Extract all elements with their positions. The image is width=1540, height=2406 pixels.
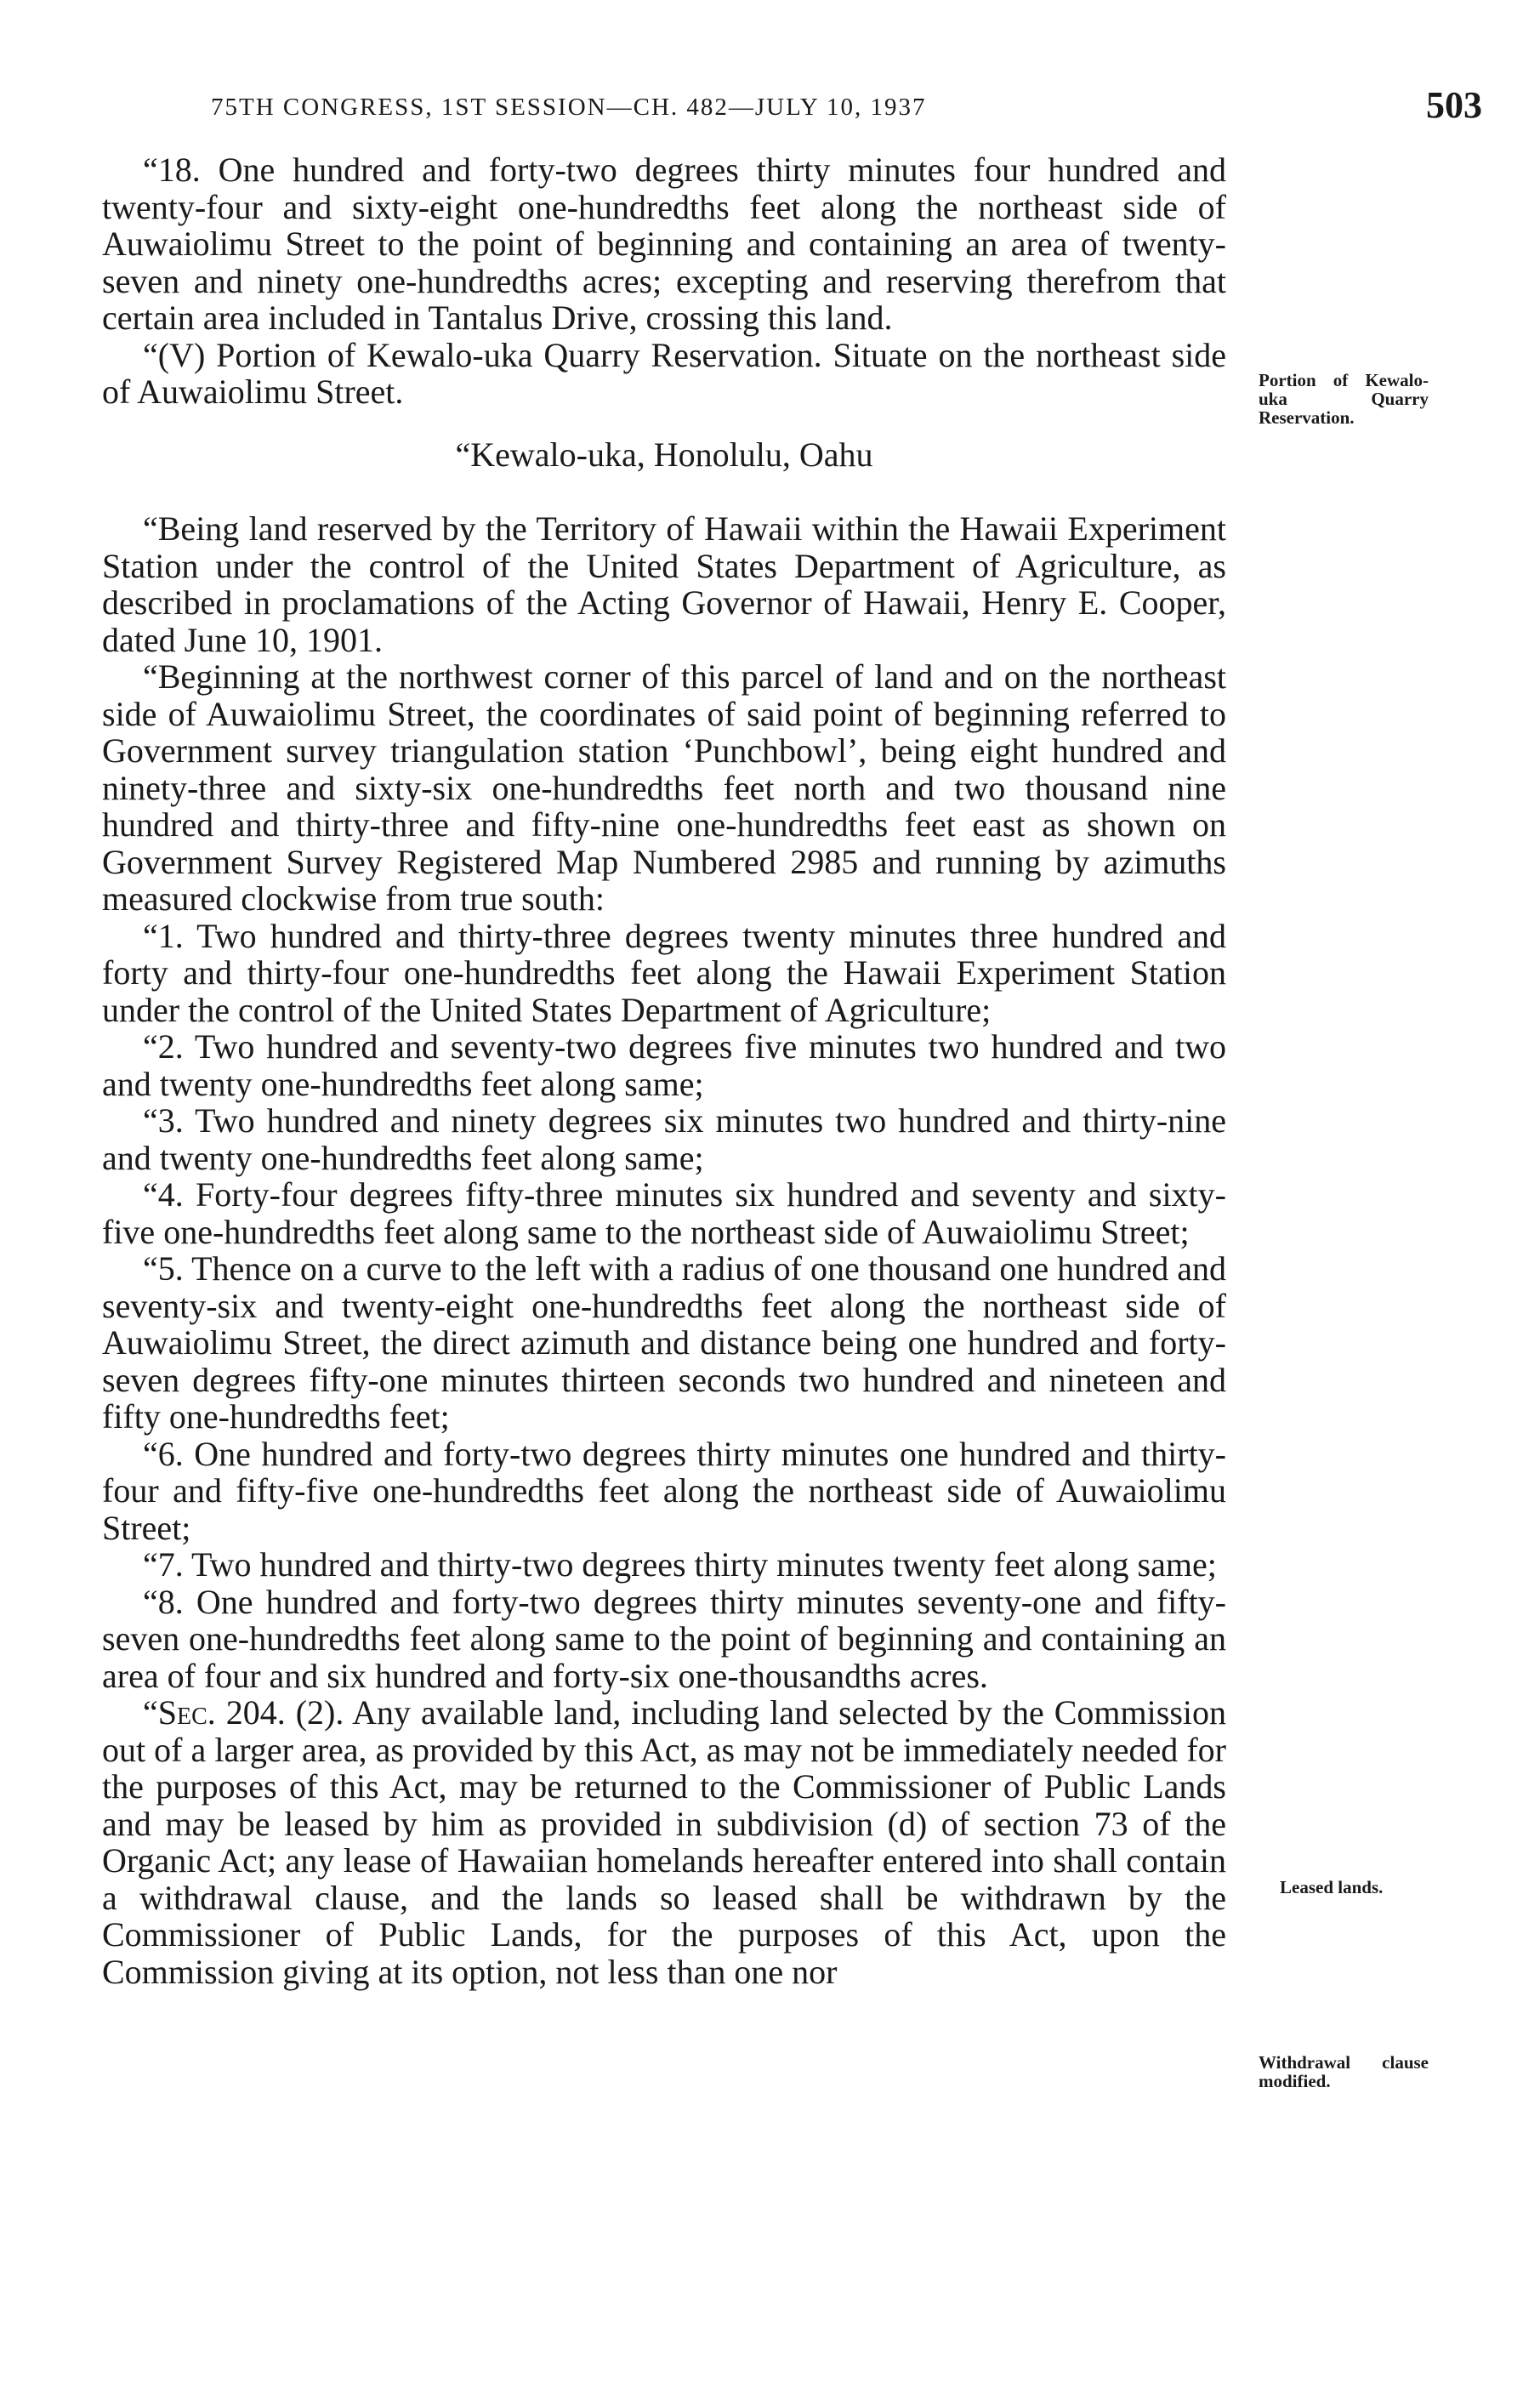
main-text-column bbox=[102, 151, 1226, 1990]
side-note-leased-lands: Leased lands. bbox=[1280, 1877, 1384, 1897]
location-heading: “Kewalo-uka, Honolulu, Oahu bbox=[455, 435, 873, 474]
paragraph-course-18: “18. One hundred and forty-two degrees thirty minutes four hundred and twenty-four and sixty-eight one-hundredths feet along the northeast side of Auwaiolimu Street to the point of beginning and containing an area of twenty-seven and ninety one-hundredths acres; excepting and reserving therefrom that certain area included in Tantalus Drive, crossing this land. bbox=[102, 151, 1226, 337]
side-note-kewalo-uka: Portion of Kewalo-uka Quarry Reservation. bbox=[1259, 370, 1429, 428]
section-label: “Sec. bbox=[143, 1693, 216, 1732]
paragraph-course-4: “4. Forty-four degrees fifty-three minutes six hundred and seventy and sixty-five one-hundredths feet along same to the northeast side of Auwaiolimu Street; bbox=[102, 1175, 1226, 1251]
paragraph-course-1: “1. Two hundred and thirty-three degrees twenty minutes three hundred and forty and thirty-four one-hundredths feet along the Hawaii Experiment Station under the control of the United States Department of Agriculture; bbox=[102, 916, 1226, 1029]
paragraph-course-7: “7. Two hundred and thirty-two degrees thirty minutes twenty feet along same; bbox=[143, 1545, 1217, 1584]
paragraph-beginning: “Beginning at the northwest corner of this parcel of land and on the northeast side of Auwaiolimu Street, the coordinates of said point of beginning referred to Government survey triangulation station ‘Punchbowl’, being eight hundred and ninety-three and sixty-six one-hundredths feet north and two thousand nine hundred and thirty-three and fifty-nine one-hundredths feet east as shown on Government Survey Registered Map Numbered 2985 and running by azimuths measured clockwise from true south: bbox=[102, 657, 1226, 918]
paragraph-section-v: “(V) Portion of Kewalo-uka Quarry Reservation. Situate on the northeast side of Auwaiolimu Street. bbox=[102, 335, 1226, 411]
paragraph-course-3: “3. Two hundred and ninety degrees six minutes two hundred and thirty-nine and twenty one-hundredths feet along same; bbox=[102, 1101, 1226, 1177]
paragraph-course-5: “5. Thence on a curve to the left with a radius of one thousand one hundred and seventy-six and twenty-eight one-hundredths feet along the northeast side of Auwaiolimu Street, the direct azimuth and distance being one hundred and forty-seven degrees fifty-one minutes thirteen seconds two hundred and nineteen and fifty one-hundredths feet; bbox=[102, 1249, 1226, 1436]
paragraph-sec-204 bbox=[102, 1694, 1226, 1990]
page-number: 503 bbox=[1426, 84, 1482, 126]
running-header bbox=[211, 83, 1482, 134]
paragraph-course-2: “2. Two hundred and seventy-two degrees five minutes two hundred and two and twenty one-hundredths feet along same; bbox=[102, 1027, 1226, 1103]
paragraph-course-6: “6. One hundred and forty-two degrees thirty minutes one hundred and thirty-four and fifty-five one-hundredths feet along the northeast side of Auwaiolimu Street; bbox=[102, 1434, 1226, 1547]
side-note-withdrawal-clause: Withdrawal clause modified. bbox=[1259, 2052, 1429, 2091]
paragraph-being-land: “Being land reserved by the Territory of Hawaii within the Hawaii Experiment Station under the control of the United States Department of Agriculture, as described in proclamations of the Acting Governor of Hawaii, Henry E. Cooper, dated June 10, 1901. bbox=[102, 509, 1226, 659]
section-204-text: 204. (2). Any available land, including land selected by the Commission out of a larger area, as provided by this Act, as may not be immediately needed for the purposes of this Act, may be returned to the Commissioner of Public Lands and may be leased by him as provided in subdivision (d) of section 73 of the Organic Act; any lease of Hawaiian homelands hereafter entered into shall contain a withdrawal clause, and the lands so leased shall be withdrawn by the Commissioner of Public Lands, for the purposes of this Act, upon the Commission giving at its option, not less than one nor bbox=[102, 1693, 1226, 1991]
paragraph-course-8: “8. One hundred and forty-two degrees thirty minutes seventy-one and fifty-seven one-hundredths feet along same to the point of beginning and containing an area of four and six hundred and forty-six one-thousandths acres. bbox=[102, 1582, 1226, 1695]
running-head: 75TH CONGRESS, 1ST SESSION—CH. 482—JULY 10, 1937 bbox=[211, 94, 927, 121]
